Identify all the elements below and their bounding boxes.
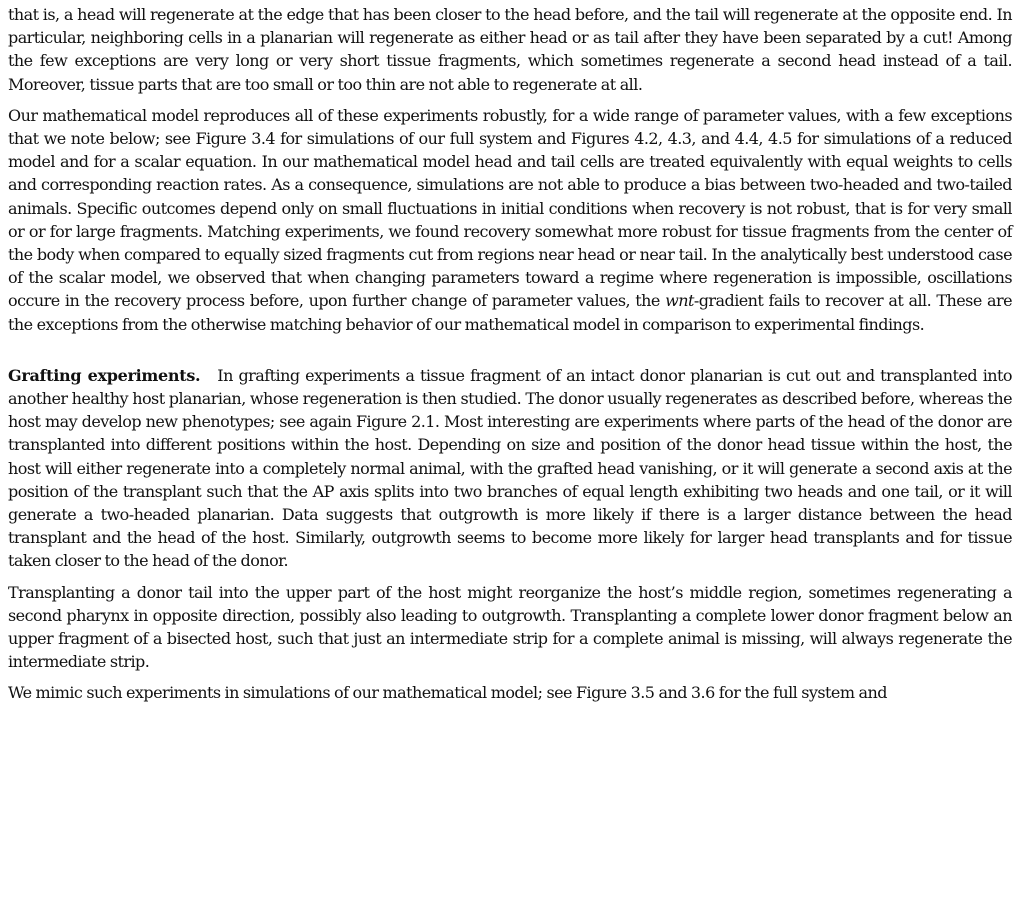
section-run-in-heading: Grafting experiments. (8, 365, 201, 385)
paragraph-text: In grafting experiments a tissue fragment of an intact donor planarian is cut out and transplanted into another healthy host planarian, whose regeneration is then studied. The donor usually regenerates as described before, whereas the host may develop new phenotypes; see again Figure 2.1. Most interesting are experiments where parts of the head of the donor are transplanted into different positions within the host. Depending on size and position of the donor head tissue within the host, the host will either regenerate into a completely normal animal, with the grafted head vanishing, or it will generate a second axis at the position of the transplant such that the AP axis splits into two branches of equal length exhibiting two heads and one tail, or it will generate a two-headed planarian. Data suggests that outgrowth is more likely if there is a larger distance between the head transplant and the head of the host. Similarly, outgrowth seems to become more likely for larger head transplants and for tissue taken closer to the head of the donor. (8, 365, 1012, 571)
paragraph-model-reproduction (8, 104, 1012, 336)
paragraph-simulation-mimic: We mimic such experiments in simulations of our mathematical model; see Figure 3.5 and 3.6 for the full system and (8, 683, 887, 703)
paragraph-text: Our mathematical model reproduces all of these experiments robustly, for a wide range of parameter values, with a few exceptions that we note below; see Figure 3.4 for simulations of our full system and Figures 4.2, 4.3, and 4.4, 4.5 for simulations of a reduced model and for a scalar equation. In our mathematical model head and tail cells are treated equivalently with equal weights to cells and corresponding reaction rates. As a consequence, simulations are not able to produce a bias between two-headed and two-tailed animals. Specific outcomes depend only on small fluctuations in initial conditions when recovery is not robust, that is for very small or or for large fragments. Matching experiments, we found recovery somewhat more robust for tissue fragments from the center of the body when compared to equally sized fragments cut from regions near head or near tail. In the analytically best understood case of the scalar model, we observed that when changing parameters toward a regime where regeneration is impossible, oscillations occure in the recovery process before, upon further change of parameter values, the (8, 105, 1012, 311)
paragraph-text: -gradient fails to recover at all. These are the exceptions from the otherwise matching behavior of our mathematical model in comparison to experimental findings. (8, 291, 1012, 334)
paragraph-tail-transplant: Transplanting a donor tail into the upper part of the host might reorganize the host’s middle region, sometimes regenerating a second pharynx in opposite direction, possibly also leading to outgrowth. Transplanting a complete lower donor fragment below an upper fragment of a bisected host, such that just an intermediate strip for a complete animal is missing, will always regenerate the intermediate strip. (8, 582, 1012, 672)
document-page (8, 3, 1012, 705)
gene-name-emphasis: wnt (665, 291, 694, 311)
paragraph-regeneration-polarity: that is, a head will regenerate at the edge that has been closer to the head before, and the tail will regenerate at the opposite end. In particular, neighboring cells in a planarian will regenerate as either head or as tail after they have been separated by a cut! Among the few exceptions are very long or very short tissue fragments, which sometimes regenerate a second head instead of a tail. Moreover, tissue parts that are too small or too thin are not able to regenerate at all. (8, 5, 1012, 94)
paragraph-grafting-experiments (8, 364, 1012, 573)
